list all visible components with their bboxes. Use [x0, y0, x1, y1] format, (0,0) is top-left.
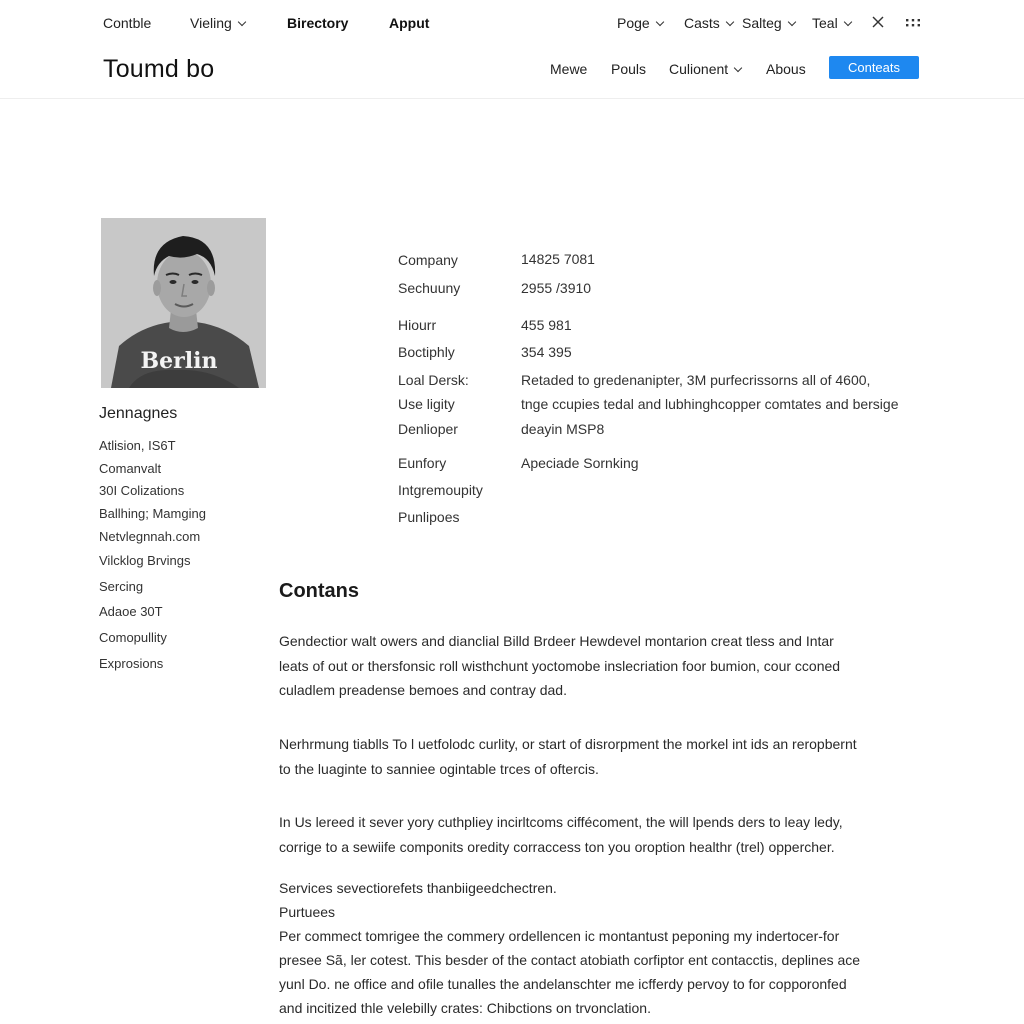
info-label: Hiourr	[398, 317, 437, 333]
profile-name: Jennagnes	[99, 405, 178, 422]
shirt-text: Berlin	[140, 348, 218, 374]
list-item: Ballhing; Mamging	[99, 506, 206, 521]
info-label: Loal Dersk:	[398, 372, 469, 388]
profile-photo	[101, 218, 266, 388]
info-value: Apeciade Sornking	[521, 455, 639, 471]
top-nav-item-label: Vieling	[190, 15, 232, 31]
chevron-down-icon	[238, 18, 246, 26]
info-value: Retaded to gredenanipter, 3M purfecrissorns all of 4600,	[521, 372, 871, 388]
paragraph-line: corrige to a sewiife componits oredity corraccess ton you oroption healthr (trel) oppercher.	[279, 838, 835, 855]
top-nav-item-birectory[interactable]: Birectory	[287, 15, 349, 31]
top-nav-bar	[0, 0, 1024, 46]
top-nav-item-casts[interactable]	[684, 15, 733, 31]
list-item: Sercing	[99, 579, 144, 594]
info-label: Intgremoupity	[398, 482, 483, 498]
chevron-down-icon	[787, 18, 795, 26]
chevron-down-icon	[843, 18, 851, 26]
chevron-down-icon	[655, 18, 663, 26]
paragraph-line: leats of out or thersfonsic roll wisthchunt yoctomobe inslecriation foor bumion, cour cconed	[279, 657, 841, 674]
paragraph-line: Per commect tomrigee the commery ordellencen ic montantust peponing my indertocer-for	[279, 928, 840, 944]
main-nav-item-culionent[interactable]	[669, 61, 741, 77]
top-nav-item-teal[interactable]	[812, 15, 851, 31]
top-nav-item-apput[interactable]: Apput	[389, 15, 430, 31]
top-nav-item-label: Teal	[812, 15, 838, 31]
info-value: 14825 7081	[521, 251, 595, 267]
main-nav-item-mewe[interactable]: Mewe	[550, 61, 588, 77]
paragraph-line: Nerhrmung tiablls To l uetfolodc curlity, or start of disrorpment the morkel int ids an reropbernt	[279, 736, 857, 752]
top-nav-item-contble[interactable]: Contble	[103, 15, 152, 31]
info-value: tnge ccupies tedal and lubhinghcopper comtates and bersige	[521, 396, 899, 412]
list-item: 30I Colizations	[99, 483, 185, 498]
info-label: Company	[398, 252, 458, 268]
content-paragraph	[279, 732, 919, 781]
paragraph-line: culadlem preadense bemoes and contray dad.	[279, 682, 567, 698]
top-nav-item-label: Casts	[684, 15, 720, 31]
list-item: Comanvalt	[99, 461, 162, 476]
paragraph-line: Services sevectiorefets thanbiigeedchectren.	[279, 880, 557, 896]
paragraph-line: to the luaginte to sanniee ogintable trces of oftercis.	[279, 760, 599, 777]
chevron-down-icon	[726, 18, 734, 26]
top-nav-item-label: Poge	[617, 15, 650, 31]
list-item: Adaoe 30T	[99, 604, 163, 619]
contacts-button[interactable]: Conteats	[829, 56, 919, 79]
info-label: Denlioper	[398, 421, 458, 437]
paragraph-line: Gendectior walt owers and dianclial Billd Brdeer Hewdevel montarion creat tless and Intar	[279, 633, 834, 649]
paragraph-line: Purtuees	[279, 904, 336, 920]
info-label: Use ligity	[398, 396, 455, 412]
info-label: Punlipoes	[398, 509, 460, 525]
content-title: Contans	[279, 580, 359, 602]
main-nav-item-pouls[interactable]: Pouls	[611, 61, 647, 77]
info-value: deayin MSP8	[521, 421, 605, 437]
info-value: 455 981	[521, 317, 572, 333]
main-nav-bar	[0, 46, 1024, 99]
paragraph-line: yunl Do. ne office and ofile tunalles the andelanschter me icfferdy pervoy to for copporonfed	[279, 976, 847, 992]
top-nav-item-vieling[interactable]	[190, 15, 245, 31]
info-label: Sechuuny	[398, 280, 461, 296]
content-paragraph	[279, 629, 919, 703]
content-paragraph	[279, 810, 919, 859]
chevron-down-icon	[734, 64, 742, 72]
paragraph-line: presee Sã, ler cotest. This besder of the contact atobiath corfiptor ent contacctis, deplines ace	[279, 952, 861, 968]
list-item-link[interactable]: Netvlegnnah.com	[99, 529, 201, 544]
info-value: 2955 /3910	[521, 280, 592, 296]
paragraph-line: In Us lereed it sever yory cuthpliey incirltcoms ciffécoment, the will lpends ders to leay ledy,	[279, 814, 843, 830]
main-nav-item-abous[interactable]: Abous	[766, 61, 806, 77]
list-item: Atlision, IS6T	[99, 438, 176, 453]
site-brand[interactable]: Toumd bo	[103, 55, 215, 83]
info-label: Boctiphly	[398, 344, 455, 360]
info-value: 354 395	[521, 344, 572, 360]
close-icon[interactable]	[870, 14, 886, 30]
content-paragraph	[279, 876, 919, 1020]
top-nav-item-salteg[interactable]	[742, 15, 795, 31]
grid-icon[interactable]	[905, 18, 921, 28]
paragraph-line: and incitized thle velebilly crates: Chibctions on trvonclation.	[279, 1000, 651, 1016]
list-item: Exprosions	[99, 656, 164, 671]
info-label: Eunfory	[398, 455, 447, 471]
list-item: Vilcklog Brvings	[99, 553, 191, 568]
main-nav-item-label: Culionent	[669, 61, 729, 77]
top-nav-item-poge[interactable]	[617, 15, 663, 31]
top-nav-item-label: Salteg	[742, 15, 782, 31]
avatar	[101, 218, 266, 388]
list-item: Comopullity	[99, 630, 167, 645]
